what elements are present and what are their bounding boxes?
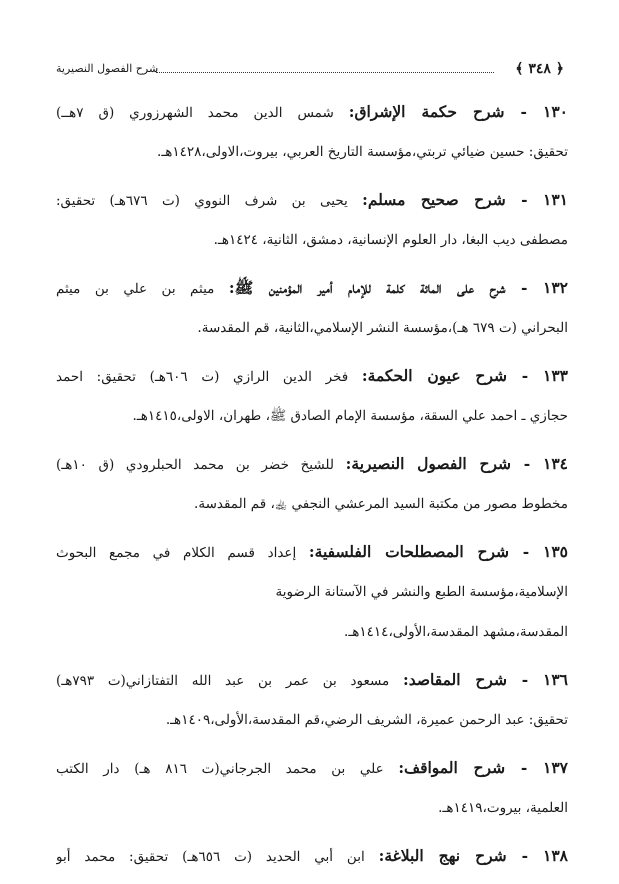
entry-text: ميثم بن علي بن ميثم	[56, 281, 215, 297]
bibliography-entry	[56, 356, 568, 436]
entry-first-line	[56, 92, 568, 132]
entry-text: يحيى بن شرف النووي (ت ٦٧٦هـ) تحقيق:	[56, 193, 348, 209]
entry-title: ١٣٦ - شرح المقاصد:	[403, 670, 568, 689]
entry-title: ١٣٢ - شرح على المائة كلمة للإمام أمير المؤمنين ﷺ:	[228, 278, 568, 297]
entry-first-line	[56, 660, 568, 700]
entry-line: تحقيق: عبد الرحمن عميرة، الشريف الرضي،قم المقدسة،الأولى،١٤٠٩هـ.	[165, 712, 568, 728]
entry-text: للشيخ خضر بن محمد الحبلرودي (ق ١٠هـ)	[56, 457, 334, 473]
entry-title: ١٣٠ - شرح حكمة الإشراق:	[348, 102, 568, 121]
entry-first-line	[56, 444, 568, 484]
entry-first-line	[56, 180, 568, 220]
entry-line: مصطفى ديب البغا، دار العلوم الإنسانية، دمشق، الثانية، ١٤٢٤هـ.	[213, 232, 568, 248]
entry-first-line	[56, 268, 568, 308]
bibliography-entry	[56, 92, 568, 172]
bibliography-entry	[56, 180, 568, 260]
entry-text: مسعود بن عمر بن عبد الله التفتازاني(ت ٧٩٣هـ)	[56, 673, 390, 689]
entry-line: المقدسة،مشهد المقدسة،الأولى،١٤١٤هـ.	[344, 624, 568, 640]
entry-line: البحراني (ت ٦٧٩ هـ)،مؤسسة النشر الإسلامي،الثانية، قم المقدسة.	[197, 320, 568, 336]
entry-first-line	[56, 836, 568, 876]
entry-line: مخطوط مصور من مكتبة السيد المرعشي النجفي ﵀، قم المقدسة.	[194, 496, 568, 512]
entry-line: حجازي ـ احمد علي السقة، مؤسسة الإمام الصادق ﷺ، طهران، الاولى،١٤١٥هـ.	[132, 408, 568, 424]
page-header	[56, 58, 564, 80]
entry-title: ١٣١ - شرح صحيح مسلم:	[362, 190, 568, 209]
entry-title: ١٣٣ - شرح عيون الحكمة:	[361, 366, 568, 385]
entry-title: ١٣٥ - شرح المصطلحات الفلسفية:	[308, 542, 568, 561]
entry-first-line	[56, 748, 568, 788]
entry-text: شمس الدين محمد الشهرزوري (ق ٧هــ)	[56, 105, 334, 121]
page-number: ﴿ ٣٤٨ ﴾	[515, 61, 564, 77]
bibliography-entry	[56, 444, 568, 524]
bibliography-entry	[56, 532, 568, 652]
entry-first-line	[56, 532, 568, 572]
entry-title: ١٣٧ - شرح المواقف:	[398, 758, 568, 777]
entry-text: ابن أبي الحديد (ت ٦٥٦هـ) تحقيق: محمد أبو	[56, 849, 365, 865]
entry-first-line	[56, 356, 568, 396]
entry-text: فخر الدين الرازي (ت ٦٠٦هـ) تحقيق: احمد	[56, 369, 349, 385]
bibliography-entry	[56, 268, 568, 348]
bibliography-entry	[56, 836, 568, 876]
entry-line: الإسلامية،مؤسسة الطبع والنشر في الآستانة الرضوية	[275, 584, 568, 600]
entry-text: علي بن محمد الجرجاني(ت ٨١٦ هـ) دار الكتب	[56, 761, 384, 777]
entry-title: ١٣٤ - شرح الفصول النصيرية:	[345, 454, 568, 473]
header-divider	[156, 72, 494, 73]
entry-line: العلمية، بيروت،١٤١٩هـ.	[438, 800, 568, 816]
entry-title: ١٣٨ - شرح نهج البلاغة:	[378, 846, 568, 865]
bibliography-entry	[56, 660, 568, 740]
bibliography-list	[56, 92, 568, 884]
bibliography-entry	[56, 748, 568, 828]
running-title: شرح الفصول النصيرية	[56, 62, 159, 75]
entry-line: تحقيق: حسين ضيائي تربتي،مؤسسة التاريخ العربي، بيروت،الاولى،١٤٢٨هـ.	[157, 144, 568, 160]
entry-text: إعداد قسم الكلام في مجمع البحوث	[56, 545, 297, 561]
